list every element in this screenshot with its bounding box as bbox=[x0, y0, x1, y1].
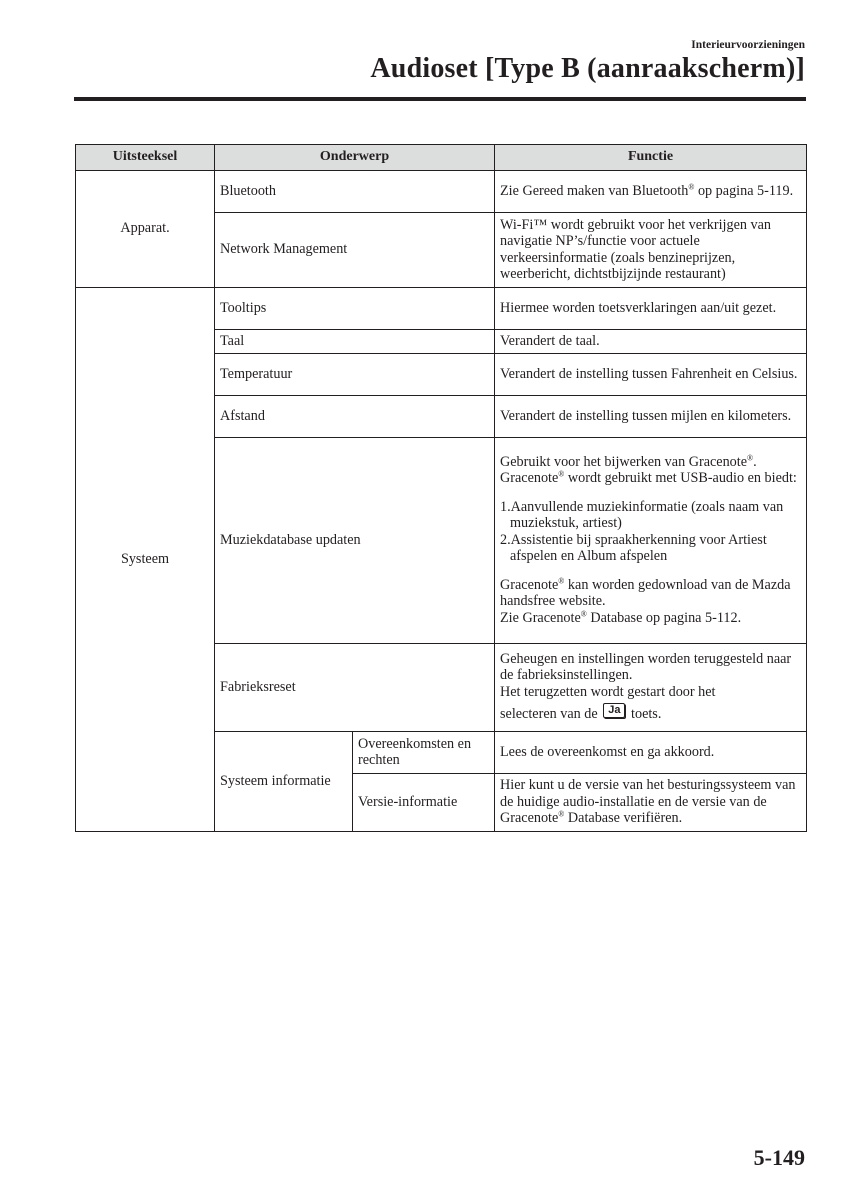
func-fabrieksreset: Geheugen en instellingen worden teruggesteld naar de fabrieksinstellingen. Het terugzetten wordt gestart door het selecteren van de Ja toets. bbox=[495, 643, 807, 731]
topic-afstand: Afstand bbox=[215, 395, 495, 437]
page-title: Audioset [Type B (aanraakscherm)] bbox=[370, 53, 805, 84]
ja-key-icon: Ja bbox=[603, 703, 625, 718]
func-temperatuur: Verandert de instelling tussen Fahrenheit en Celsius. bbox=[495, 353, 807, 395]
column-header-uitsteeksel: Uitsteeksel bbox=[76, 145, 215, 171]
topic-systeem-informatie: Systeem informatie bbox=[215, 731, 353, 831]
page-number: 5-149 bbox=[753, 1145, 805, 1170]
title-rule bbox=[74, 97, 806, 101]
func-overeenkomsten: Lees de overeenkomst en ga akkoord. bbox=[495, 731, 807, 773]
list-item: 1.Aanvullende muziekinformatie (zoals naam van muziekstuk, artiest) bbox=[500, 498, 784, 532]
func-afstand: Verandert de instelling tussen mijlen en kilometers. bbox=[495, 395, 807, 437]
chapter-heading: Interieurvoorzieningen bbox=[691, 39, 805, 51]
topic-muziekdatabase: Muziekdatabase updaten bbox=[215, 437, 495, 643]
func-tooltips: Hiermee worden toetsverklaringen aan/uit gezet. bbox=[495, 287, 807, 329]
column-header-onderwerp: Onderwerp bbox=[215, 145, 495, 171]
topic-fabrieksreset: Fabrieksreset bbox=[215, 643, 495, 731]
topic-network-management: Network Management bbox=[215, 212, 495, 287]
topic-bluetooth: Bluetooth bbox=[215, 170, 495, 212]
func-versie-informatie: Hier kunt u de versie van het besturingssysteem van de huidige audio-installatie en de versie van de Gracenote® Database verifiëren. bbox=[495, 773, 807, 831]
table-header-row bbox=[76, 145, 807, 171]
column-header-functie: Functie bbox=[495, 145, 807, 171]
group-systeem: Systeem bbox=[76, 287, 215, 831]
table-row bbox=[76, 287, 807, 329]
subtopic-overeenkomsten: Overeenkomsten en rechten bbox=[353, 731, 495, 773]
func-muziekdatabase: Gebruikt voor het bijwerken van Gracenote®. Gracenote® wordt gebruikt met USB-audio en biedt: 1.Aanvullende muziekinformatie (zoals naam van muziekstuk, artiest) 2.Assistentie bij spraakherkenning voor Artiest afspelen en Album afspelen Gracenote® kan worden gedownload van de Mazda handsfree website. Zie Gracenote® Database op pagina 5-112. bbox=[495, 437, 807, 643]
func-bluetooth: Zie Gereed maken van Bluetooth® op pagina 5-119. bbox=[495, 170, 807, 212]
list-item: 2.Assistentie bij spraakherkenning voor Artiest afspelen en Album afspelen bbox=[500, 531, 767, 565]
subtopic-versie-informatie: Versie-informatie bbox=[353, 773, 495, 831]
topic-temperatuur: Temperatuur bbox=[215, 353, 495, 395]
group-apparaat: Apparat. bbox=[76, 170, 215, 287]
settings-table bbox=[75, 144, 807, 832]
func-taal: Verandert de taal. bbox=[495, 329, 807, 353]
topic-taal: Taal bbox=[215, 329, 495, 353]
table-row bbox=[76, 170, 807, 212]
topic-tooltips: Tooltips bbox=[215, 287, 495, 329]
func-network-management: Wi-Fi™ wordt gebruikt voor het verkrijgen van navigatie NP’s/functie voor actuele verkeersinformatie (zoals benzineprijzen, weerbericht, dichtstbijzijnde restaurant) bbox=[495, 212, 807, 287]
